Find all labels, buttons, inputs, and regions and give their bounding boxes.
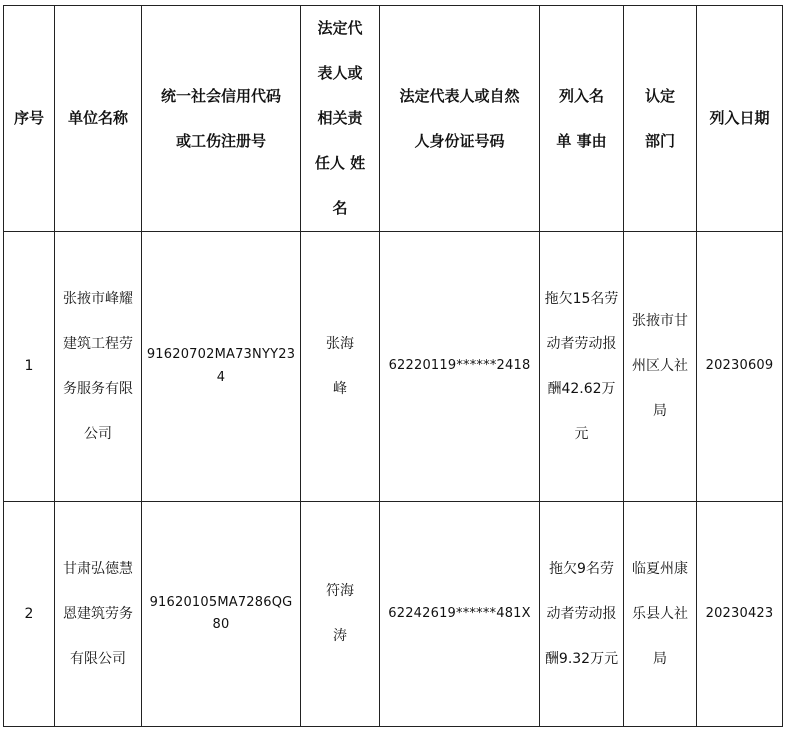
header-credit-code	[142, 6, 301, 232]
row-2-id-number: 62242619******481X	[380, 502, 540, 727]
header-unit-name: 单位名称	[55, 6, 142, 232]
header-id-number	[380, 6, 540, 232]
header-reason-line-2: 单 事由	[556, 131, 607, 150]
header-legal-rep	[301, 6, 380, 232]
row-1-reason: 拖欠15名劳动者劳动报酬42.62万元	[540, 232, 624, 502]
row-2-credit-code: 91620105MA7286QG80	[142, 502, 301, 727]
row-1-department: 张掖市甘州区人社局	[624, 232, 697, 502]
header-legal-rep-line-3: 相关责	[317, 109, 363, 127]
row-2-reason: 拖欠9名劳动者劳动报酬9.32万元	[540, 502, 624, 727]
row-1-unit-name: 张掖市峰耀建筑工程劳务服务有限公司	[55, 232, 142, 502]
row-2-legal-rep: 符海涛	[301, 502, 380, 727]
header-row	[4, 6, 783, 232]
header-date: 列入日期	[697, 6, 783, 232]
row-2-index: 2	[4, 502, 55, 727]
header-credit-code-line-1: 统一社会信用代码	[160, 87, 281, 105]
header-legal-rep-line-4: 任人 姓	[314, 154, 366, 172]
header-department	[624, 6, 697, 232]
row-1-legal-rep: 张海峰	[301, 232, 380, 502]
header-id-number-line-1: 法定代表人或自然	[399, 87, 520, 105]
header-legal-rep-line-1: 法定代	[317, 19, 363, 37]
table-row	[4, 502, 783, 727]
row-1-id-number: 62220119******2418	[380, 232, 540, 502]
row-1-index: 1	[4, 232, 55, 502]
row-2-date: 20230423	[697, 502, 783, 727]
table-row	[4, 232, 783, 502]
header-credit-code-line-2: 或工伤注册号	[175, 131, 266, 150]
header-department-line-1: 认定	[644, 87, 675, 105]
header-legal-rep-line-5: 名	[332, 199, 348, 217]
header-reason-line-1: 列入名	[558, 87, 604, 105]
header-id-number-line-2: 人身份证号码	[414, 131, 505, 150]
header-index: 序号	[4, 6, 55, 232]
blacklist-table	[3, 5, 783, 727]
header-department-line-2: 部门	[644, 131, 675, 150]
header-reason	[540, 6, 624, 232]
header-legal-rep-line-2: 表人或	[317, 64, 363, 82]
row-1-credit-code: 91620702MA73NYY234	[142, 232, 301, 502]
row-1-date: 20230609	[697, 232, 783, 502]
row-2-unit-name: 甘肃弘德慧恩建筑劳务有限公司	[55, 502, 142, 727]
row-2-department: 临夏州康乐县人社局	[624, 502, 697, 727]
